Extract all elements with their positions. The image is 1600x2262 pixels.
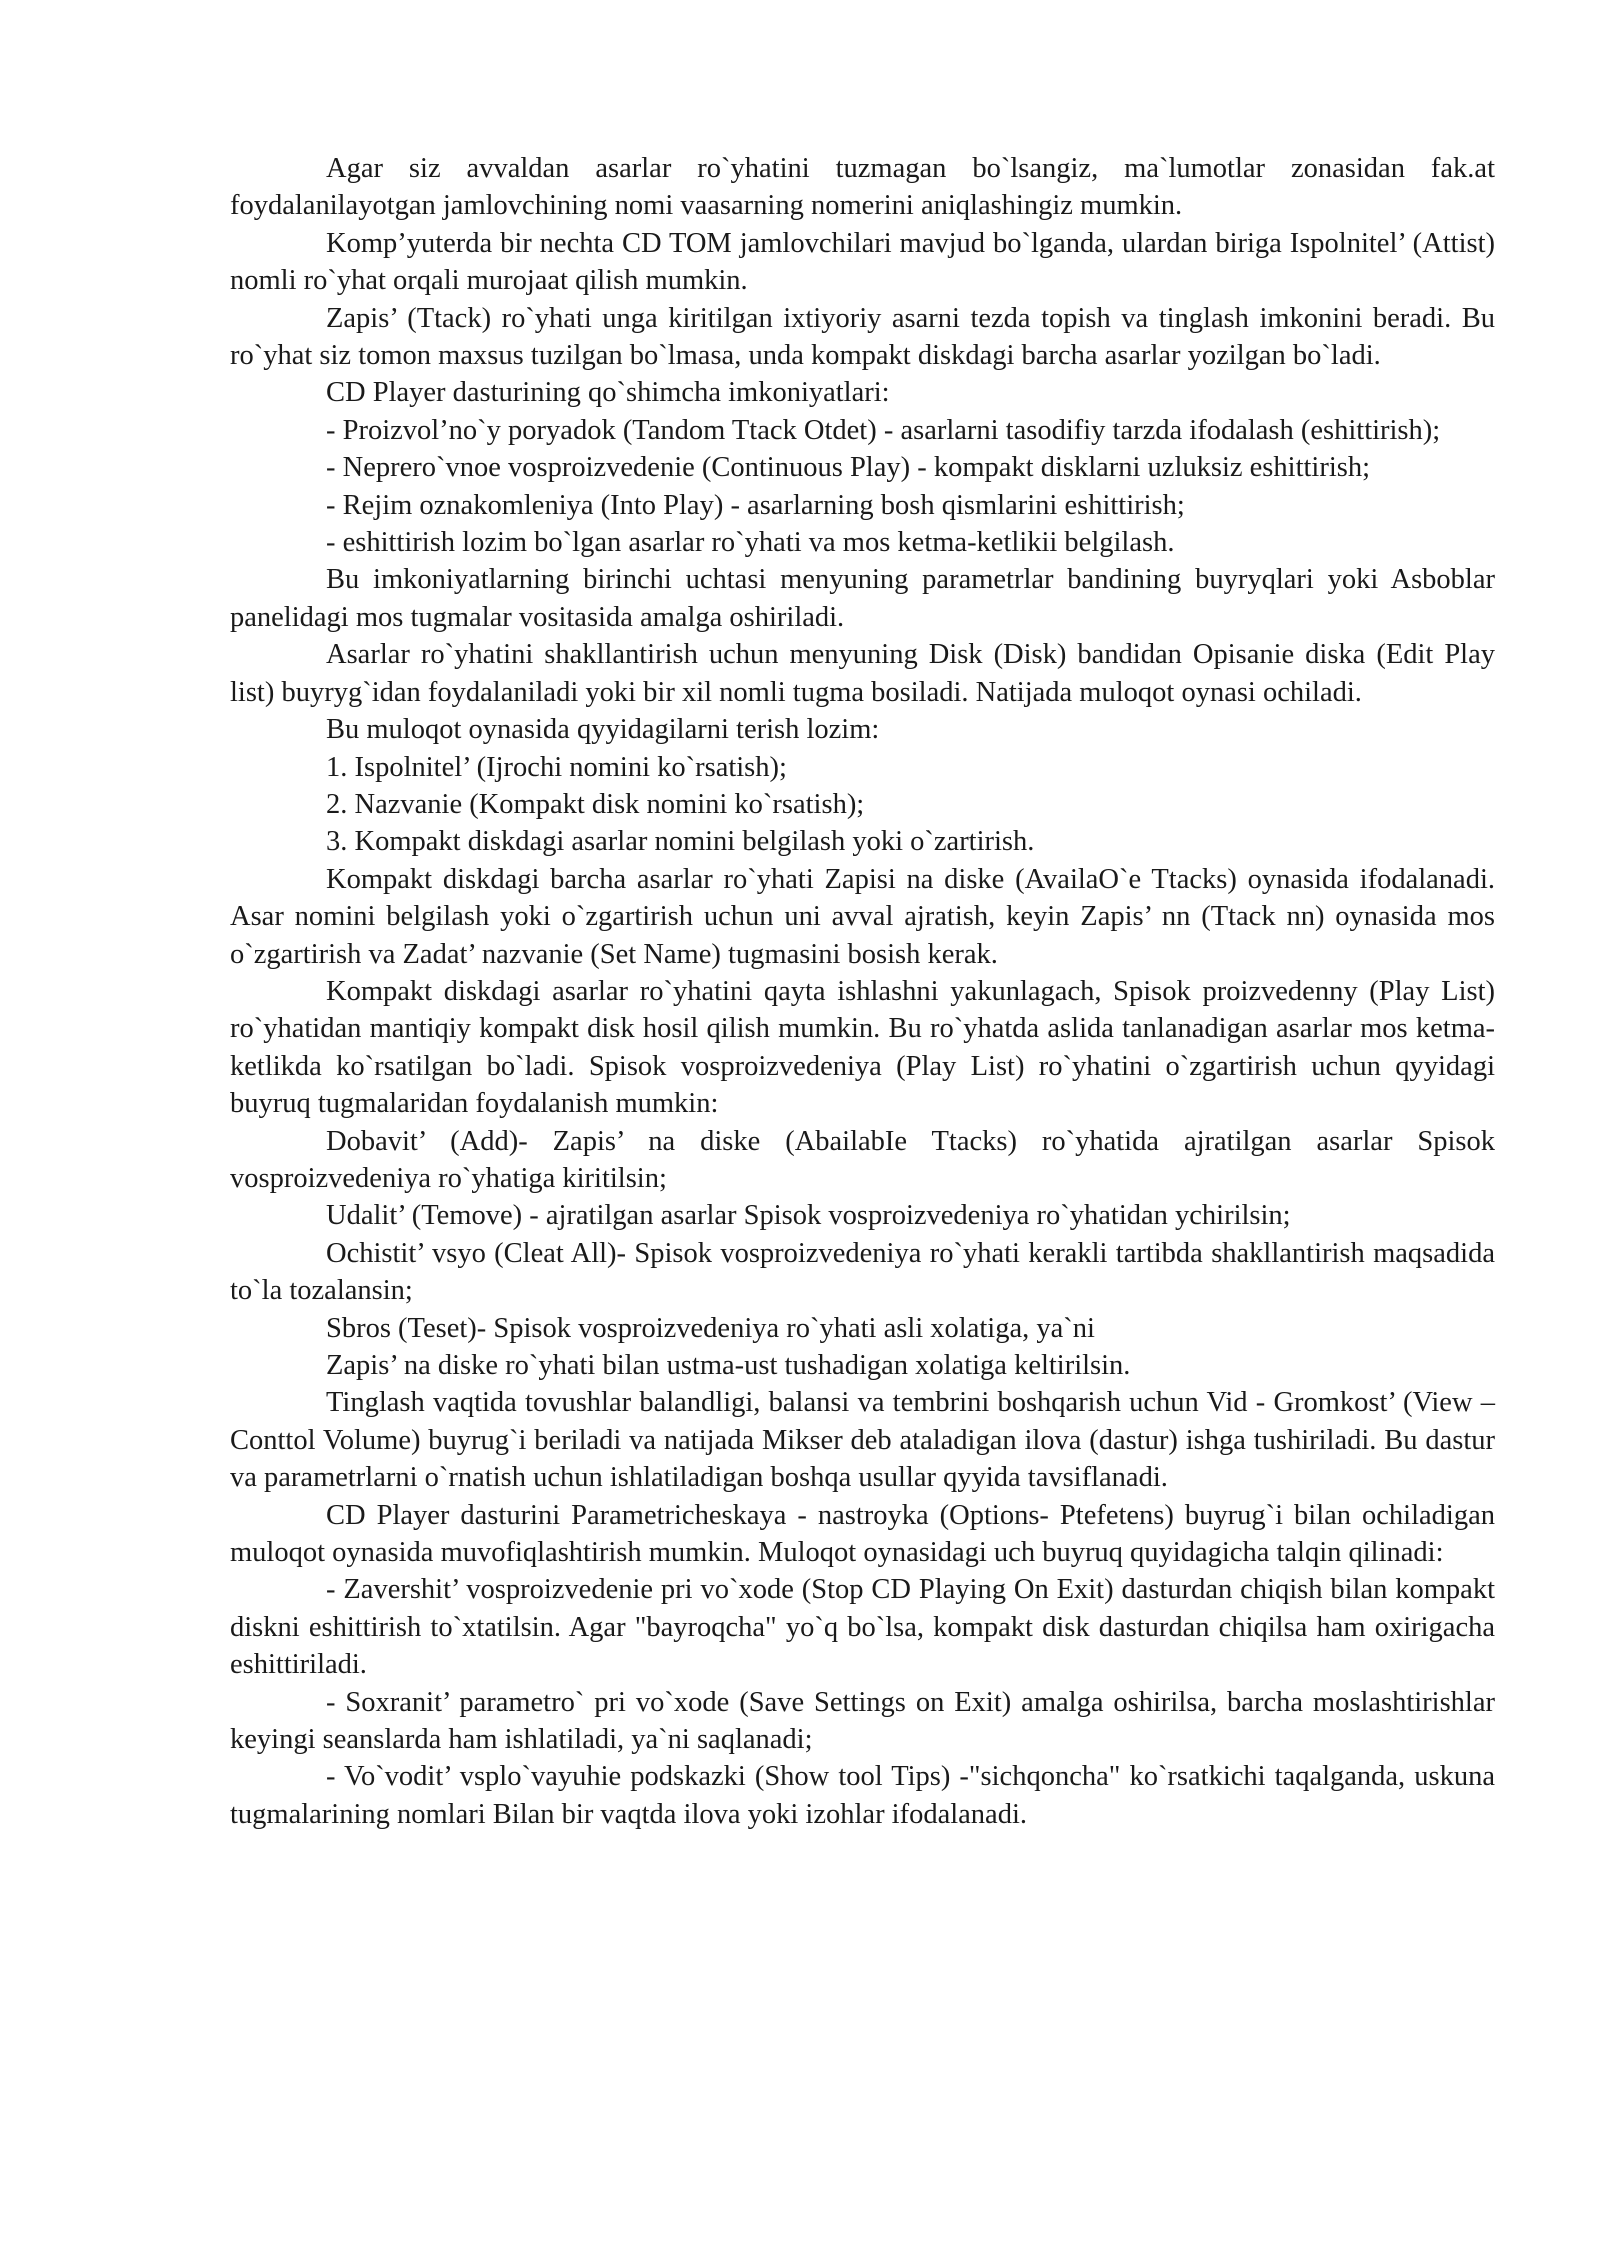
document-page [230,150,1495,1833]
paragraph: Bu muloqot oynasida qyyidagilarni terish lozim: [326,714,880,746]
paragraph: CD Player dasturini Parametricheskaya - nastroyka (Options- Ptefetens) buyrug`i bilan ochiladigan muloqot oynasida muvofiqlashtirish mumkin. Muloqot oynasidagi uch buyruq quyidagicha talqin qilinadi: [230,1499,1495,1569]
list-item: - Proizvol’no`y poryadok (Tandom Ttack Otdet) - asarlarni tasodifiy tarzda ifodalash (eshittirish); [326,414,1441,446]
list-item: - Soxranit’ parametro` pri vo`xode (Save Settings on Exit) amalga oshirilsa, barcha moslashtirishlar keyingi seanslarda ham ishlatiladi, ya`ni saqlanadi; [230,1686,1495,1756]
paragraph: Zapis’ (Ttack) ro`yhati unga kiritilgan ixtiyoriy asarni tezda topish va tinglash imkonini beradi. Bu ro`yhat siz tomon maxsus tuzilgan bo`lmasa, unda kompakt diskdagi barcha asarlar yozilgan bo`ladi. [230,302,1495,372]
paragraph: CD Player dasturining qo`shimcha imkoniyatlari: [326,377,890,409]
list-item: 2. Nazvanie (Kompakt disk nomini ko`rsatish); [326,788,865,820]
list-item: - Vo`vodit’ vsplo`vayuhie podskazki (Show tool Tips) -"sichqoncha" ko`rsatkichi taqalganda, uskuna tugmalarining nomlari Bilan bir vaqtda ilova yoki izohlar ifodalanadi. [230,1761,1495,1830]
paragraph: Bu imkoniyatlarning birinchi uchtasi menyuning parametrlar bandining buyryqlari yoki Asboblar panelidagi mos tugmalar vositasida amalga oshiriladi. [230,564,1495,633]
list-item: - eshittirish lozim bo`lgan asarlar ro`yhati va mos ketma-ketlikii belgilash. [326,527,1175,559]
list-item: 1. Ispolnitel’ (Ijrochi nomini ko`rsatish); [326,751,787,783]
list-item: - Rejim oznakomleniya (Into Play) - asarlarning bosh qismlarini eshittirish; [326,489,1185,521]
list-item: 3. Kompakt diskdagi asarlar nomini belgilash yoki o`zartirish. [326,826,1035,858]
paragraph: Agar siz avvaldan asarlar ro`yhatini tuzmagan bo`lsangiz, ma`lumotlar zonasidan fak.at foydalanilayotgan jamlovchining nomi vaasarning nomerini aniqlashingiz mumkin. [230,153,1495,222]
list-item: Zapis’ na diske ro`yhati bilan ustma-ust tushadigan xolatiga keltirilsin. [326,1350,1131,1381]
paragraph: Komp’yuterda bir nechta CD TOM jamlovchilari mavjud bo`lganda, ulardan biriga Ispolnitel’ (Attist) nomli ro`yhat orqali murojaat qilish mumkin. [230,227,1495,297]
list-item: - Neprero`vnoe vosproizvedenie (Continuous Play) - kompakt disklarni uzluksiz eshittirish; [326,452,1370,484]
paragraph: Kompakt diskdagi asarlar ro`yhatini qayta ishlashni yakunlagach, Spisok proizvedenny (Play List) ro`yhatidan mantiqiy kompakt disk hosil qilish mumkin. Bu ro`yhatda aslida tanlanadigan asarlar mos ketma-ketlikda ko`rsatilgan bo`ladi. Spisok vosproizvedeniya (Play List) ro`yhatini o`zgartirish uchun qyyidagi buyruq tugmalaridan foydalanish mumkin: [230,975,1495,1120]
list-item: Udalit’ (Temove) - ajratilgan asarlar Spisok vosproizvedeniya ro`yhatidan ychirilsin; [326,1200,1291,1232]
list-item: Dobavit’ (Add)- Zapis’ na diske (AbailabIe Ttacks) ro`yhatida ajratilgan asarlar Spisok vosproizvedeniya ro`yhatiga kiritilsin; [230,1125,1495,1194]
paragraph: Asarlar ro`yhatini shakllantirish uchun menyuning Disk (Disk) bandidan Opisanie diska (Edit Play list) buyryg`idan foydalaniladi yoki bir xil nomli tugma bosiladi. Natijada muloqot oynasi ochiladi. [230,639,1495,708]
list-item: Ochistit’ vsyo (Cleat All)- Spisok vosproizvedeniya ro`yhati kerakli tartibda shakllantirish maqsadida to`la tozalansin; [230,1237,1495,1307]
list-item: Sbros (Teset)- Spisok vosproizvedeniya ro`yhati asli xolatiga, ya`ni [326,1312,1095,1344]
paragraph: Tinglash vaqtida tovushlar balandligi, balansi va tembrini boshqarish uchun Vid - Gromkost’ (View – Conttol Volume) buyrug`i beriladi va natijada Mikser deb ataladigan ilova (dastur) ishga tushiriladi. Bu dastur va parametrlarni o`rnatish uchun ishlatiladigan boshqa usullar qyyida tavsiflanadi. [230,1387,1495,1494]
list-item: - Zavershit’ vosproizvedenie pri vo`xode (Stop CD Playing On Exit) dasturdan chiqish bilan kompakt diskni eshittirish to`xtatilsin. Agar "bayroqcha" yo`q bo`lsa, kompakt disk dasturdan chiqilsa ham oxirigacha eshittiriladi. [230,1574,1495,1681]
paragraph: Kompakt diskdagi barcha asarlar ro`yhati Zapisi na diske (AvailaO`e Ttacks) oynasida ifodalanadi. Asar nomini belgilash yoki o`zgartirish uchun uni avval ajratish, keyin Zapis’ nn (Ttack nn) oynasida mos o`zgartirish va Zadat’ nazvanie (Set Name) tugmasini bosish kerak. [230,863,1495,970]
